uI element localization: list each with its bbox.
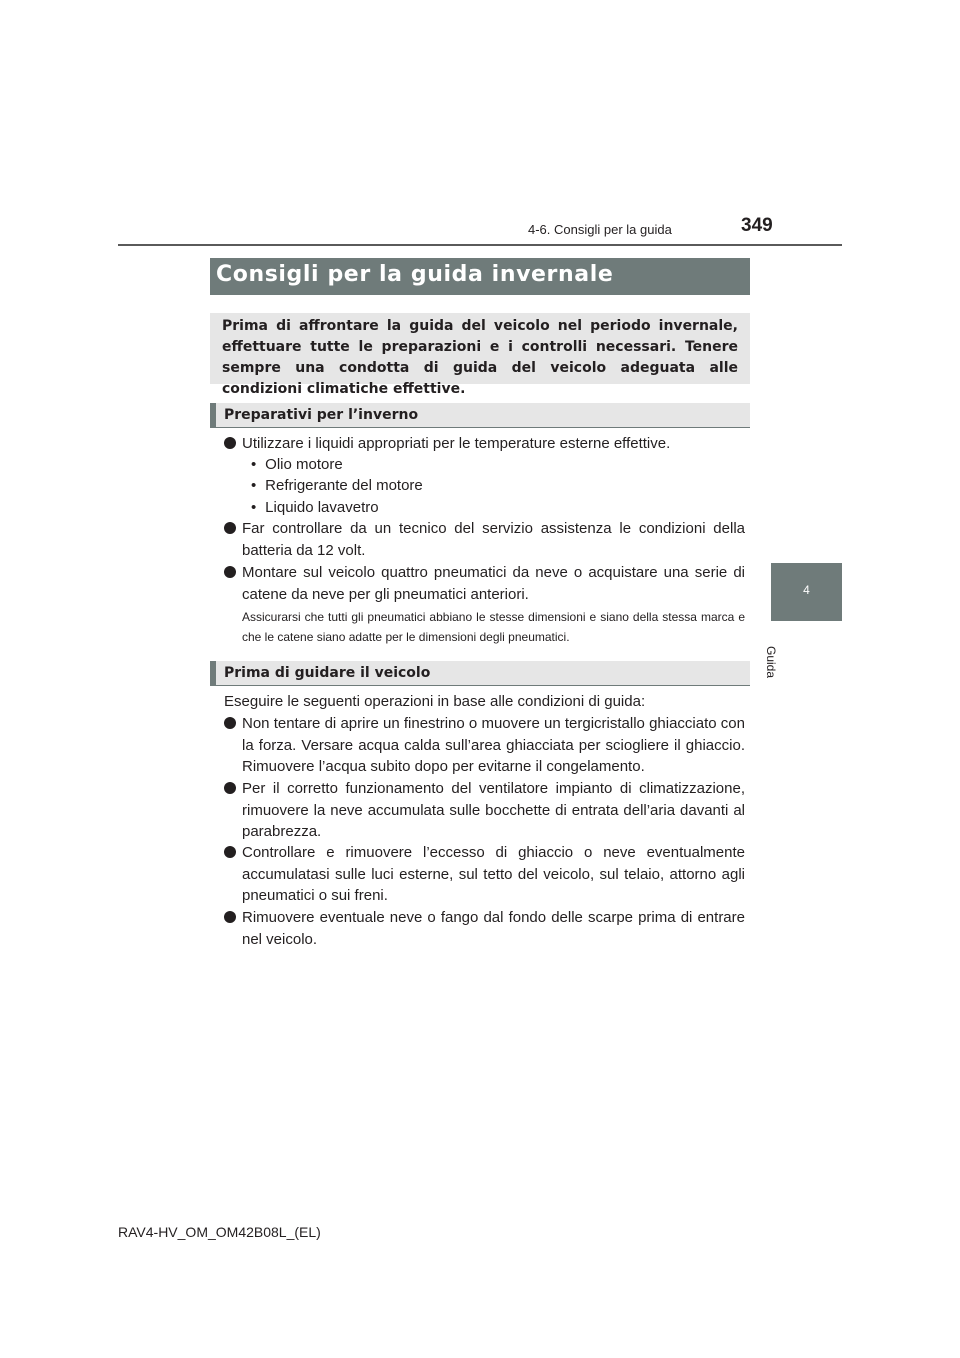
list-item (224, 907, 745, 950)
section-lead-text: Eseguire le seguenti operazioni in base alle condizioni di guida: (224, 693, 646, 710)
bullet-icon (224, 717, 236, 729)
list-item (224, 562, 745, 605)
chapter-tab (771, 563, 842, 621)
list-item (224, 433, 745, 455)
bullet-icon (224, 782, 236, 794)
list-item (224, 518, 745, 561)
bullet-icon (224, 846, 236, 858)
list-item (224, 778, 745, 843)
list-item-text: Non tentare di aprire un finestrino o muovere un tergicristallo ghiacciato con la forza. Versare acqua calda sull’area ghiacciata per sciogliere il ghiaccio. Rimuovere l’acqua subito dopo per evitarne il congelamento. (242, 715, 745, 775)
bullet-icon (224, 566, 236, 578)
running-header-section: 4-6. Consigli per la guida (528, 222, 672, 237)
dot-marker-icon: • (251, 456, 257, 473)
sub-list-item-text: Olio motore (265, 456, 343, 473)
list-item-text: Montare sul veicolo quattro pneumatici da neve o acquistare una serie di catene da neve per gli pneumatici anteriori. (242, 564, 745, 603)
dot-marker-icon: • (251, 499, 257, 516)
list-item (224, 713, 745, 778)
sub-list-item (251, 475, 423, 497)
list-item-text: Utilizzare i liquidi appropriati per le temperature esterne effettive. (242, 435, 671, 452)
sub-list-item-text: Liquido lavavetro (265, 499, 379, 516)
chapter-tab-label: Guida (764, 646, 778, 679)
list-item-text: Far controllare da un tecnico del servizio assistenza le condizioni della batteria da 12 volt. (242, 520, 745, 559)
page-title-bar (210, 258, 750, 295)
list-item-text: Per il corretto funzionamento del ventilatore impianto di climatizzazione, rimuovere la neve accumulata sulle bocchette di entrata dell’aria davanti al parabrezza. (242, 780, 745, 840)
bullet-icon (224, 522, 236, 534)
sub-list-item (251, 497, 379, 519)
chapter-tab-number: 4 (803, 583, 810, 597)
section-heading-before-driving (210, 661, 750, 686)
intro-box (210, 313, 750, 397)
document-footer-code: RAV4-HV_OM_OM42B08L_(EL) (118, 1224, 321, 1240)
section-heading-label: Prima di guidare il veicolo (224, 665, 431, 681)
list-item-text: Controllare e rimuovere l’eccesso di ghiaccio o neve eventualmente accumulatasi sulle luci esterne, sul tetto del veicolo, sul telaio, attorno agli pneumatici o sui freni. (242, 844, 745, 904)
heading-accent (210, 403, 216, 427)
header-divider (118, 244, 842, 246)
section-heading-winter-prep (210, 403, 750, 428)
section-heading-label: Preparativi per l’inverno (224, 407, 419, 423)
page-title: Consigli per la guida invernale (216, 262, 614, 287)
page-number: 349 (741, 215, 773, 236)
bullet-icon (224, 911, 236, 923)
heading-accent (210, 661, 216, 685)
bullet-icon (224, 437, 236, 449)
intro-text: Prima di affrontare la guida del veicolo nel periodo invernale, effettuare tutte le preparazioni e i controlli necessari. Tenere sempre una condotta di guida del veicolo adeguata alle condizioni climatiche effettive. (222, 318, 738, 397)
sub-list-item (251, 454, 343, 476)
list-item (224, 842, 745, 907)
list-item-text: Rimuovere eventuale neve o fango dal fondo delle scarpe prima di entrare nel veicolo. (242, 909, 745, 948)
dot-marker-icon: • (251, 477, 257, 494)
note-text: Assicurarsi che tutti gli pneumatici abbiano le stesse dimensioni e siano della stessa marca e che le catene siano adatte per le dimensioni degli pneumatici. (242, 610, 745, 644)
sub-list-item-text: Refrigerante del motore (265, 477, 423, 494)
